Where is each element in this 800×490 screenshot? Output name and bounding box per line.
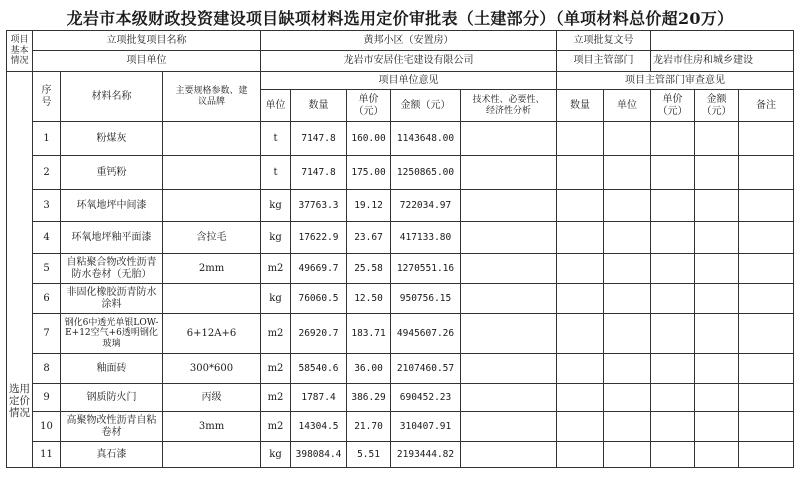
header-remark: 备注 bbox=[739, 90, 794, 122]
row-amount: 950756.15 bbox=[391, 284, 461, 314]
row-dept-price bbox=[651, 412, 695, 442]
row-unit: kg bbox=[261, 284, 291, 314]
info-row-2 bbox=[7, 51, 794, 72]
header-analysis: 技术性、必要性、 经济性分析 bbox=[461, 90, 557, 122]
row-spec bbox=[163, 442, 261, 468]
row-remark bbox=[739, 354, 794, 384]
row-seq: 11 bbox=[33, 442, 61, 468]
row-analysis bbox=[461, 442, 557, 468]
row-dept-qty bbox=[557, 354, 604, 384]
row-material-name: 钢化6中透光单银LOW- E+12空气+6透明钢化 玻璃 bbox=[61, 314, 163, 354]
project-unit-value: 龙岩市安居住宅建设有限公司 bbox=[261, 51, 557, 72]
row-analysis bbox=[461, 412, 557, 442]
row-spec bbox=[163, 122, 261, 156]
row-qty: 58540.6 bbox=[291, 354, 347, 384]
table-row bbox=[7, 254, 794, 284]
row-analysis bbox=[461, 122, 557, 156]
row-qty: 17622.9 bbox=[291, 222, 347, 254]
row-spec: 300*600 bbox=[163, 354, 261, 384]
row-price: 36.00 bbox=[347, 354, 391, 384]
row-price: 12.50 bbox=[347, 284, 391, 314]
row-remark bbox=[739, 222, 794, 254]
row-amount: 1143648.00 bbox=[391, 122, 461, 156]
row-dept-qty bbox=[557, 254, 604, 284]
row-amount: 2107460.57 bbox=[391, 354, 461, 384]
row-amount: 1270551.16 bbox=[391, 254, 461, 284]
row-spec bbox=[163, 156, 261, 190]
row-dept-qty bbox=[557, 384, 604, 412]
header-amount: 金额（元） bbox=[391, 90, 461, 122]
row-dept-amount bbox=[695, 442, 739, 468]
approval-doc-label: 立项批复文号 bbox=[557, 31, 651, 51]
row-dept-price bbox=[651, 122, 695, 156]
row-dept-qty bbox=[557, 442, 604, 468]
row-dept-amount bbox=[695, 412, 739, 442]
row-price: 21.70 bbox=[347, 412, 391, 442]
row-dept-unit bbox=[604, 284, 651, 314]
row-dept-qty bbox=[557, 284, 604, 314]
row-spec: 丙级 bbox=[163, 384, 261, 412]
pricing-section-label: 选用 定价 情况 bbox=[7, 72, 33, 468]
row-dept-amount bbox=[695, 314, 739, 354]
row-analysis bbox=[461, 156, 557, 190]
row-price: 23.67 bbox=[347, 222, 391, 254]
row-material-name: 高聚物改性沥青自粘 卷材 bbox=[61, 412, 163, 442]
row-price: 175.00 bbox=[347, 156, 391, 190]
row-dept-unit bbox=[604, 384, 651, 412]
table-row bbox=[7, 190, 794, 222]
row-price: 386.29 bbox=[347, 384, 391, 412]
row-remark bbox=[739, 254, 794, 284]
row-dept-price bbox=[651, 442, 695, 468]
row-unit: m2 bbox=[261, 384, 291, 412]
row-dept-unit bbox=[604, 122, 651, 156]
row-seq: 4 bbox=[33, 222, 61, 254]
row-qty: 1787.4 bbox=[291, 384, 347, 412]
header-dept-opinion: 项目主管部门审查意见 bbox=[557, 72, 794, 90]
row-dept-qty bbox=[557, 222, 604, 254]
row-remark bbox=[739, 156, 794, 190]
row-dept-unit bbox=[604, 314, 651, 354]
row-remark bbox=[739, 314, 794, 354]
row-unit: m2 bbox=[261, 314, 291, 354]
row-spec: 2mm bbox=[163, 254, 261, 284]
row-dept-qty bbox=[557, 190, 604, 222]
row-qty: 398084.4 bbox=[291, 442, 347, 468]
row-dept-unit bbox=[604, 156, 651, 190]
row-remark bbox=[739, 284, 794, 314]
row-dept-price bbox=[651, 354, 695, 384]
table-row bbox=[7, 442, 794, 468]
row-unit: m2 bbox=[261, 354, 291, 384]
row-analysis bbox=[461, 314, 557, 354]
row-qty: 7147.8 bbox=[291, 122, 347, 156]
row-material-name: 粉煤灰 bbox=[61, 122, 163, 156]
row-analysis bbox=[461, 190, 557, 222]
dept-value: 龙岩市住房和城乡建设 bbox=[651, 51, 794, 72]
approval-table bbox=[6, 30, 794, 468]
row-dept-price bbox=[651, 222, 695, 254]
row-material-name: 真石漆 bbox=[61, 442, 163, 468]
header-price: 单价 （元） bbox=[347, 90, 391, 122]
row-dept-amount bbox=[695, 384, 739, 412]
row-dept-price bbox=[651, 384, 695, 412]
header-qty: 数量 bbox=[291, 90, 347, 122]
row-analysis bbox=[461, 384, 557, 412]
row-qty: 49669.7 bbox=[291, 254, 347, 284]
header-name: 材料名称 bbox=[61, 72, 163, 122]
row-spec: 6+12A+6 bbox=[163, 314, 261, 354]
row-price: 160.00 bbox=[347, 122, 391, 156]
row-dept-price bbox=[651, 254, 695, 284]
row-spec: 含拉毛 bbox=[163, 222, 261, 254]
row-dept-qty bbox=[557, 156, 604, 190]
header-row-1 bbox=[7, 72, 794, 90]
row-price: 183.71 bbox=[347, 314, 391, 354]
row-remark bbox=[739, 384, 794, 412]
row-seq: 8 bbox=[33, 354, 61, 384]
row-spec bbox=[163, 190, 261, 222]
header-dept-unit: 单位 bbox=[604, 90, 651, 122]
row-dept-price bbox=[651, 284, 695, 314]
row-spec bbox=[163, 284, 261, 314]
row-unit: kg bbox=[261, 442, 291, 468]
row-seq: 2 bbox=[33, 156, 61, 190]
row-dept-amount bbox=[695, 156, 739, 190]
approval-doc-value bbox=[651, 31, 794, 51]
header-dept-price: 单价 （元） bbox=[651, 90, 695, 122]
row-dept-unit bbox=[604, 442, 651, 468]
row-dept-qty bbox=[557, 122, 604, 156]
row-dept-price bbox=[651, 190, 695, 222]
row-material-name: 非固化橡胶沥青防水 涂料 bbox=[61, 284, 163, 314]
row-price: 5.51 bbox=[347, 442, 391, 468]
approval-name-label: 立项批复项目名称 bbox=[33, 31, 261, 51]
header-unit: 单位 bbox=[261, 90, 291, 122]
table-row bbox=[7, 284, 794, 314]
row-seq: 10 bbox=[33, 412, 61, 442]
row-unit: m2 bbox=[261, 412, 291, 442]
row-amount: 1250865.00 bbox=[391, 156, 461, 190]
row-dept-unit bbox=[604, 412, 651, 442]
row-dept-amount bbox=[695, 254, 739, 284]
row-qty: 37763.3 bbox=[291, 190, 347, 222]
table-row bbox=[7, 354, 794, 384]
table-row bbox=[7, 156, 794, 190]
row-amount: 4945607.26 bbox=[391, 314, 461, 354]
row-dept-unit bbox=[604, 354, 651, 384]
row-analysis bbox=[461, 284, 557, 314]
row-unit: t bbox=[261, 156, 291, 190]
row-spec: 3mm bbox=[163, 412, 261, 442]
row-dept-qty bbox=[557, 314, 604, 354]
row-seq: 3 bbox=[33, 190, 61, 222]
header-dept-amount: 金额 （元） bbox=[695, 90, 739, 122]
row-seq: 9 bbox=[33, 384, 61, 412]
row-remark bbox=[739, 190, 794, 222]
row-analysis bbox=[461, 354, 557, 384]
header-dept-qty: 数量 bbox=[557, 90, 604, 122]
row-amount: 690452.23 bbox=[391, 384, 461, 412]
row-dept-qty bbox=[557, 412, 604, 442]
table-row bbox=[7, 122, 794, 156]
basic-info-label: 项目 基本 情况 bbox=[7, 31, 33, 72]
row-qty: 76060.5 bbox=[291, 284, 347, 314]
row-unit: m2 bbox=[261, 254, 291, 284]
row-price: 25.58 bbox=[347, 254, 391, 284]
info-row-1 bbox=[7, 31, 794, 51]
row-dept-amount bbox=[695, 284, 739, 314]
row-unit: kg bbox=[261, 190, 291, 222]
table-row bbox=[7, 384, 794, 412]
row-dept-price bbox=[651, 314, 695, 354]
header-spec: 主要规格参数、建 议品牌 bbox=[163, 72, 261, 122]
row-remark bbox=[739, 412, 794, 442]
row-material-name: 环氧地坪中间漆 bbox=[61, 190, 163, 222]
row-seq: 1 bbox=[33, 122, 61, 156]
row-dept-unit bbox=[604, 190, 651, 222]
row-dept-amount bbox=[695, 122, 739, 156]
row-remark bbox=[739, 442, 794, 468]
row-material-name: 环氧地坪釉平面漆 bbox=[61, 222, 163, 254]
row-dept-price bbox=[651, 156, 695, 190]
row-material-name: 钢质防火门 bbox=[61, 384, 163, 412]
project-unit-label: 项目单位 bbox=[33, 51, 261, 72]
page-title: 龙岩市本级财政投资建设项目缺项材料选用定价审批表（土建部分）（单项材料总价超20万） bbox=[66, 9, 734, 28]
table-row bbox=[7, 314, 794, 354]
row-seq: 6 bbox=[33, 284, 61, 314]
header-unit-opinion: 项目单位意见 bbox=[261, 72, 557, 90]
row-amount: 722034.97 bbox=[391, 190, 461, 222]
row-unit: t bbox=[261, 122, 291, 156]
row-qty: 14304.5 bbox=[291, 412, 347, 442]
row-unit: kg bbox=[261, 222, 291, 254]
row-qty: 26920.7 bbox=[291, 314, 347, 354]
row-price: 19.12 bbox=[347, 190, 391, 222]
row-remark bbox=[739, 122, 794, 156]
row-amount: 417133.80 bbox=[391, 222, 461, 254]
row-seq: 7 bbox=[33, 314, 61, 354]
row-dept-amount bbox=[695, 222, 739, 254]
row-dept-unit bbox=[604, 222, 651, 254]
row-amount: 310407.91 bbox=[391, 412, 461, 442]
row-qty: 7147.8 bbox=[291, 156, 347, 190]
row-dept-amount bbox=[695, 354, 739, 384]
row-amount: 2193444.82 bbox=[391, 442, 461, 468]
row-analysis bbox=[461, 222, 557, 254]
row-analysis bbox=[461, 254, 557, 284]
approval-name-value: 黄邦小区（安置房） bbox=[261, 31, 557, 51]
table-row bbox=[7, 412, 794, 442]
header-seq: 序 号 bbox=[33, 72, 61, 122]
row-material-name: 自粘聚合物改性沥青 防水卷材（无胎） bbox=[61, 254, 163, 284]
row-material-name: 重钙粉 bbox=[61, 156, 163, 190]
row-material-name: 釉面砖 bbox=[61, 354, 163, 384]
row-seq: 5 bbox=[33, 254, 61, 284]
table-row bbox=[7, 222, 794, 254]
dept-label: 项目主管部门 bbox=[557, 51, 651, 72]
row-dept-unit bbox=[604, 254, 651, 284]
row-dept-amount bbox=[695, 190, 739, 222]
